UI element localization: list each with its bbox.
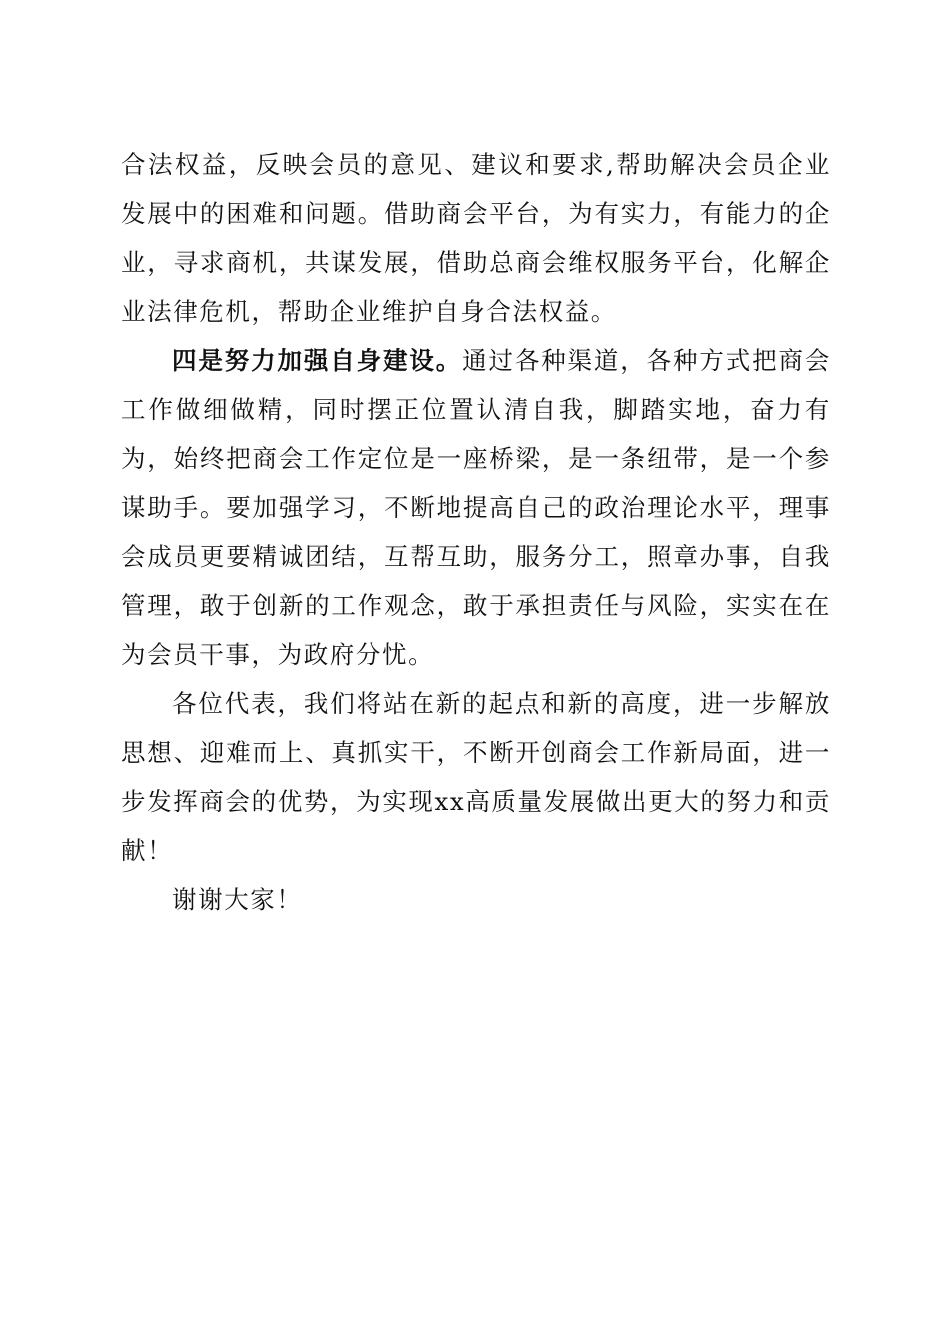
paragraph-thanks-text: 谢谢大家！ [172,885,303,914]
paragraph-self-building-text: 通过各种渠道，各种方式把商会工作做细做精，同时摆正位置认清自我，脚踏实地，奋力有为，始终把商会工作定位是一座桥梁，是一条纽带，是一个参谋助手。要加强学习，不断地提高自己的政治理论水平，理事会成员更要精诚团结，互帮互助，服务分工，照章办事，自我管理，敢于创新的工作观念，敢于承担责任与风险，实实在在为会员干事，为政府分忧。 [121,346,831,669]
document-body [121,140,831,924]
paragraph-closing-remarks [121,679,831,875]
paragraph-lead-heading: 四是努力加强自身建设。 [172,346,463,375]
paragraph-closing-remarks-text: 各位代表，我们将站在新的起点和新的高度，进一步解放思想、迎难而上、真抓实干，不断开创商会工作新局面，进一步发挥商会的优势，为实现xx高质量发展做出更大的努力和贡献！ [121,689,831,865]
paragraph-thanks [121,875,831,924]
paragraph-rights [121,140,831,336]
paragraph-self-building [121,336,831,679]
paragraph-rights-text: 合法权益，反映会员的意见、建议和要求,帮助解决会员企业发展中的困难和问题。借助商会平台，为有实力，有能力的企业，寻求商机，共谋发展，借助总商会维权服务平台，化解企业法律危机，帮助企业维护自身合法权益。 [121,150,831,326]
